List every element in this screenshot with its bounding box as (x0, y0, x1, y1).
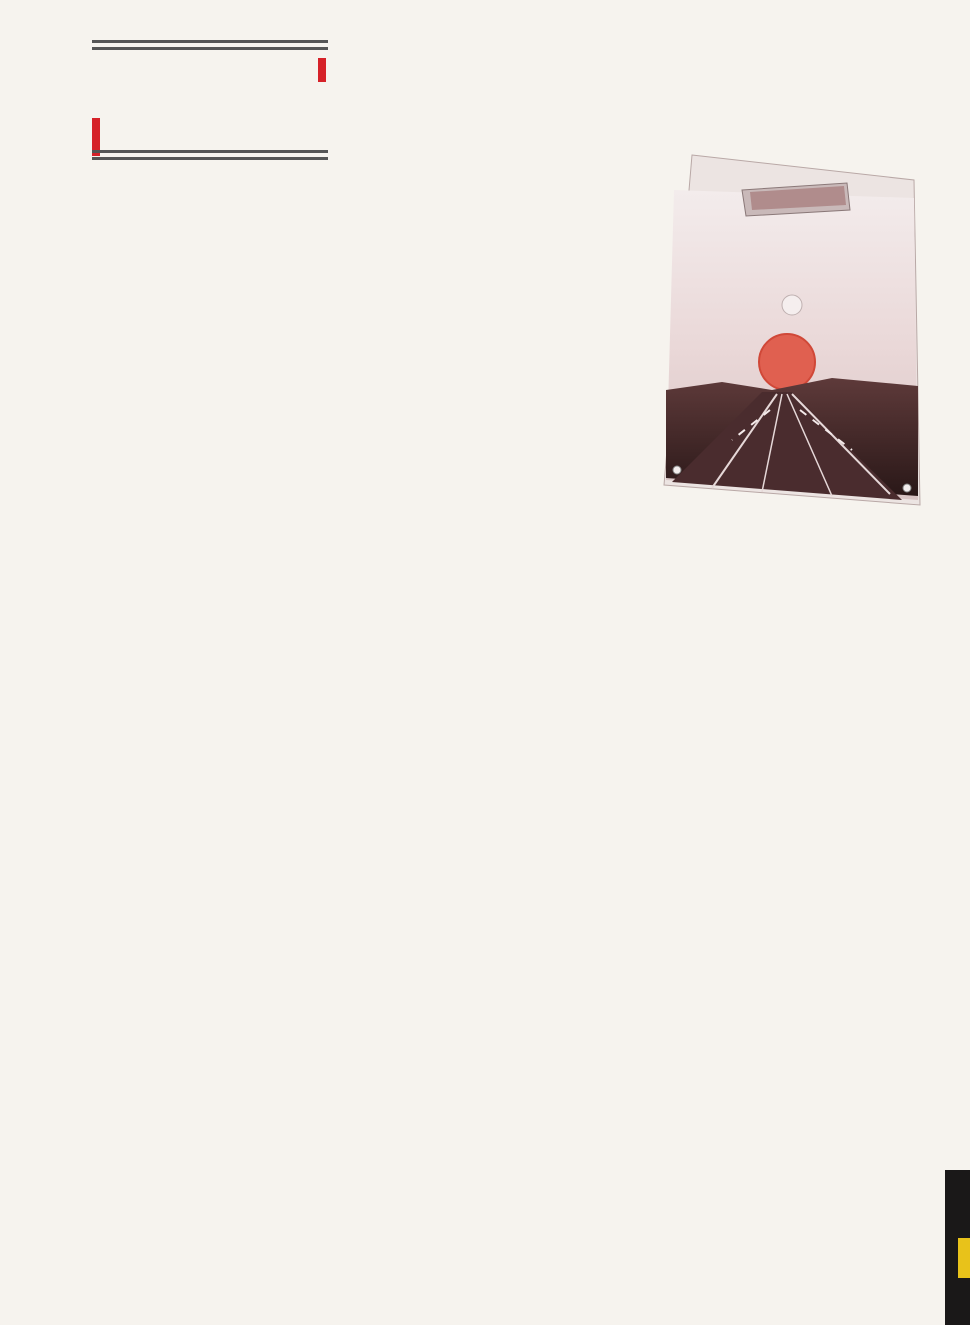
header-rule-bottom (92, 150, 328, 164)
header-accent-top (318, 58, 326, 82)
header-rule-top (92, 40, 328, 54)
page-edge-accent (958, 1238, 970, 1278)
disk-photo (652, 150, 922, 510)
